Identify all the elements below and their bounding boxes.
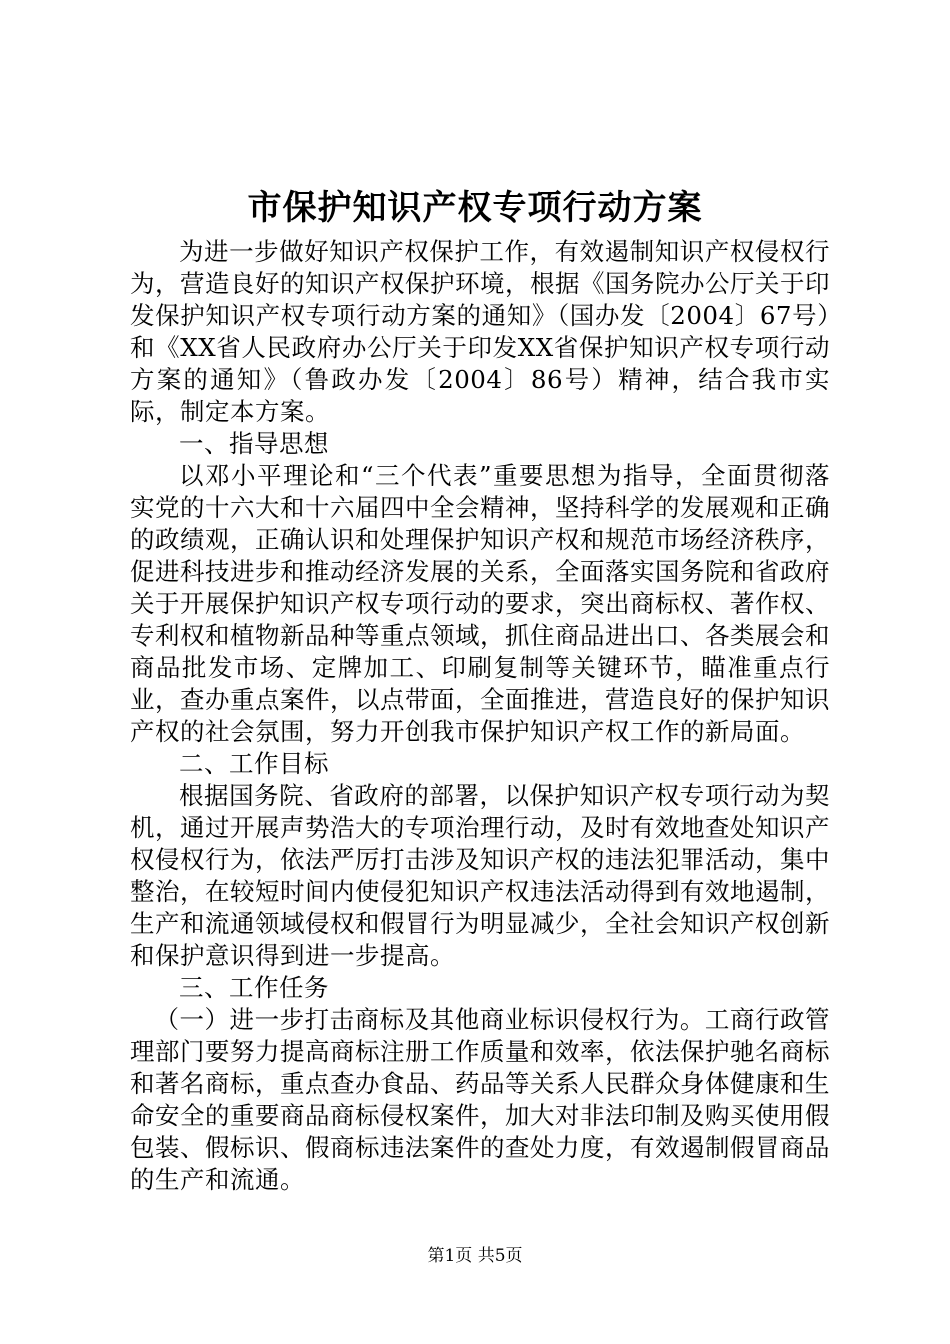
page-footer: 第1页 共5页	[427, 1246, 523, 1266]
section-paragraph-guiding-ideology: 以邓小平理论和“三个代表”重要思想为指导，全面贯彻落实党的十六大和十六届四中全会精神，坚持科学的发展观和正确的政绩观，正确认识和处理保护知识产权和规范市场经济秩序，促进科技进步和推动经济发展的关系，全面落实国务院和省政府关于开展保护知识产权专项行动的要求，突出商标权、著作权、专利权和植物新品种等重点领域，抓住商品进出口、各类展会和商品批发市场、定牌加工、印刷复制等关键环节，瞄准重点行业，查办重点案件，以点带面，全面推进，营造良好的保护知识产权的社会氛围，努力开创我市保护知识产权工作的新局面。	[130, 461, 830, 746]
section-paragraph-work-tasks: （一）进一步打击商标及其他商业标识侵权行为。工商行政管理部门要努力提高商标注册工作质量和效率，依法保护驰名商标和著名商标，重点查办食品、药品等关系人民群众身体健康和生命安全的重要商品商标侵权案件，加大对非法印制及购买使用假包装、假标识、假商标违法案件的查处力度，有效遏制假冒商品的生产和流通。	[130, 1005, 830, 1194]
section-heading-guiding-ideology: 一、指导思想	[179, 429, 329, 458]
document-title: 市保护知识产权专项行动方案	[247, 188, 703, 228]
section-heading-work-goals: 二、工作目标	[179, 749, 329, 778]
document-body	[130, 236, 830, 1196]
section-paragraph-work-goals: 根据国务院、省政府的部署，以保护知识产权专项行动为契机，通过开展声势浩大的专项治理行动，及时有效地查处知识产权侵权行为，依法严厉打击涉及知识产权的违法犯罪活动，集中整治，在较短时间内使侵犯知识产权违法活动得到有效地遏制，生产和流通领域侵权和假冒行为明显减少，全社会知识产权创新和保护意识得到进一步提高。	[130, 781, 830, 970]
intro-paragraph: 为进一步做好知识产权保护工作，有效遏制知识产权侵权行为，营造良好的知识产权保护环境，根据《国务院办公厅关于印发保护知识产权专项行动方案的通知》（国办发〔2004〕67号）和《XX省人民政府办公厅关于印发XX省保护知识产权专项行动方案的通知》（鲁政办发〔2004〕86号）精神，结合我市实际，制定本方案。	[130, 237, 830, 426]
section-heading-work-tasks: 三、工作任务	[179, 973, 329, 1002]
